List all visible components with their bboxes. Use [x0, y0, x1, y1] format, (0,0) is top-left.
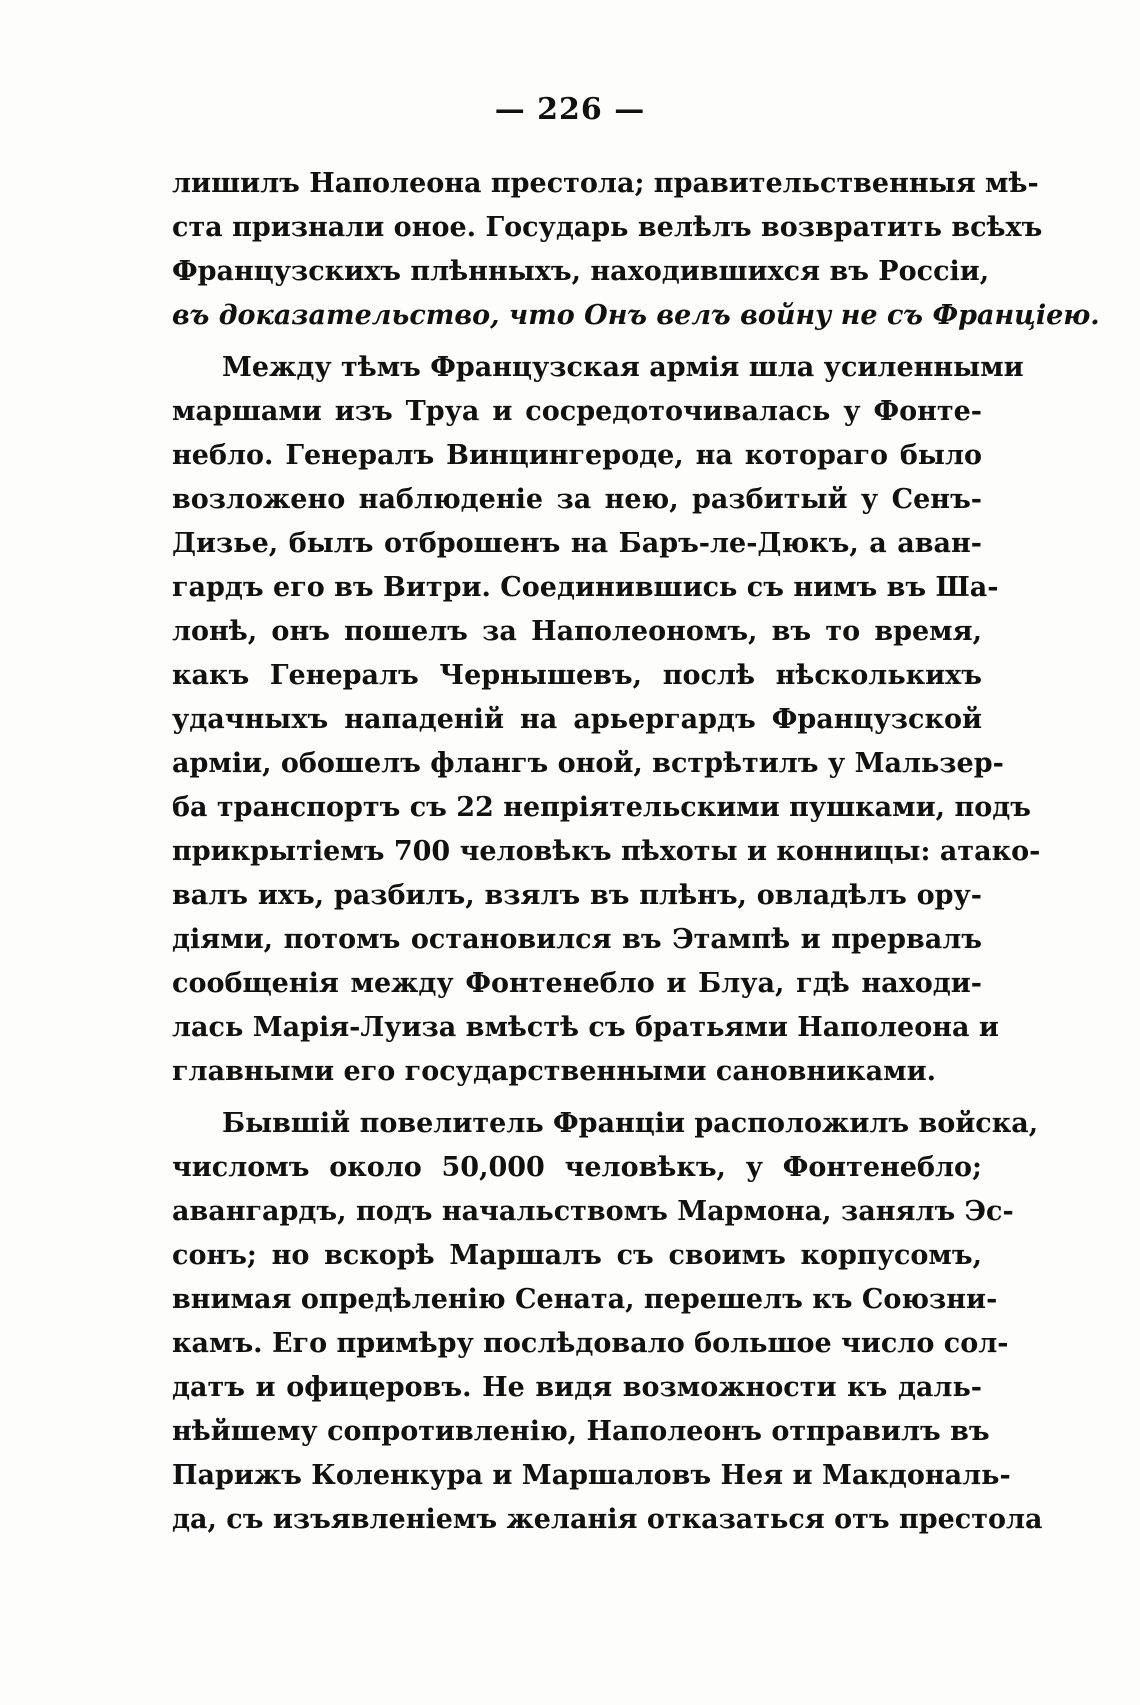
text-line: дiями, потомъ остановился въ Этампѣ и прервалъ — [172, 924, 982, 955]
text-line: ста признали оное. Государь велѣлъ возвратить всѣхъ — [172, 212, 1043, 243]
page-number: — 226 — — [494, 92, 646, 127]
text-line: удачныхъ нападенiй на арьергардъ Французской — [172, 704, 982, 735]
text-line: лишилъ Наполеона престола; правительственныя мѣ- — [172, 168, 1039, 199]
text-line: Парижъ Коленкура и Маршаловъ Нея и Макдональ- — [172, 1460, 1011, 1491]
text-line: внимая опредѣленiю Сената, перешелъ къ Союзни- — [172, 1284, 998, 1315]
paragraph — [172, 346, 1041, 1094]
paragraph — [172, 162, 1100, 338]
text-line: въ доказательство, что Онъ велъ войну не съ Францiею. — [172, 300, 1100, 331]
text-line: сонъ; но вскорѣ Маршалъ съ своимъ корпусомъ, — [172, 1240, 982, 1271]
text-line: Дизье, былъ отброшенъ на Баръ-ле-Дюкъ, а аван- — [172, 528, 982, 559]
text-line: числомъ около 50,000 человѣкъ, у Фонтенебло; — [172, 1152, 982, 1183]
text-line: Между тѣмъ Французская армiя шла усиленными — [222, 352, 1024, 383]
body-text — [172, 162, 1100, 1542]
text-line: валъ ихъ, разбилъ, взялъ въ плѣнъ, овладѣлъ ору- — [172, 880, 982, 911]
text-line: сообщенiя между Фонтенебло и Блуа, гдѣ находи- — [172, 968, 982, 999]
text-line: датъ и офицеровъ. Не видя возможности къ даль- — [172, 1372, 982, 1403]
text-line: армiи, обошелъ флангъ оной, встрѣтилъ у Мальзер- — [172, 748, 1004, 779]
text-line: авангардъ, подъ начальствомъ Мармона, занялъ Эс- — [172, 1196, 1014, 1227]
text-line: небло. Генералъ Винцингероде, на котораго было — [172, 440, 982, 471]
paragraph — [172, 1102, 1043, 1542]
text-line: маршами изъ Труа и сосредоточивалась у Фонте- — [172, 396, 982, 427]
text-line: ба транспортъ съ 22 непрiятельскими пушками, подъ — [172, 792, 1031, 823]
text-line: нѣйшему сопротивленiю, Наполеонъ отправилъ въ — [172, 1416, 990, 1447]
text-line: гардъ его въ Витри. Соединившись съ нимъ въ Ша- — [172, 572, 999, 603]
text-line: Бывшiй повелитель Францiи расположилъ войска, — [222, 1108, 1039, 1139]
text-line: прикрытiемъ 700 человѣкъ пѣхоты и конницы: атако- — [172, 836, 1041, 867]
text-line: главными его государственными сановниками. — [172, 1056, 937, 1087]
text-line: какъ Генералъ Чернышевъ, послѣ нѣсколькихъ — [172, 660, 982, 691]
text-line: лонѣ, онъ пошелъ за Наполеономъ, въ то время, — [172, 616, 982, 647]
text-line: лась Марiя-Луиза вмѣстѣ съ братьями Наполеона и — [172, 1012, 999, 1043]
text-line: Французскихъ плѣнныхъ, находившихся въ Россiи, — [172, 256, 990, 287]
text-line: камъ. Его примѣру послѣдовало большое число сол- — [172, 1328, 1009, 1359]
text-line: возложено наблюденiе за нею, разбитый у Сенъ- — [172, 484, 982, 515]
text-line: да, съ изъявленiемъ желанiя отказаться отъ престола — [172, 1504, 1043, 1535]
